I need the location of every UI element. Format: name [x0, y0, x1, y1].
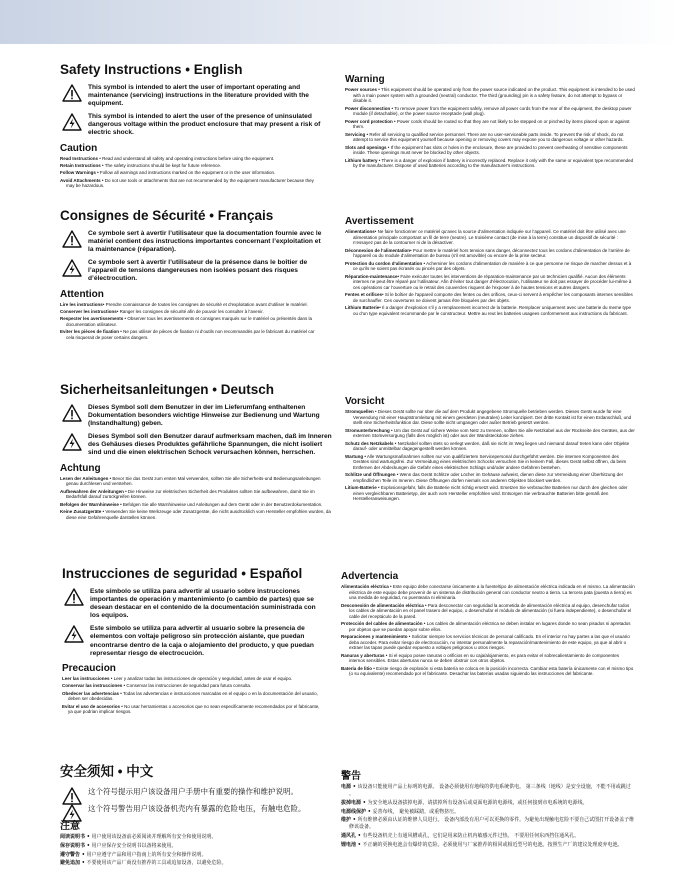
list-item: Conservar las instrucciones • Conservar las instrucciones de seguridad para futura consulta.: [62, 683, 252, 689]
lightning-triangle-icon: [62, 804, 82, 822]
list-item: Déconnexion de l’alimentation• Pour mettre le matériel hors tension sans danger, déconnectez tous les cordons d’alimentation de l’arrière de l’appareil ou du module d’alimentation de bureau (s’il est amovible) ou encore de la prise secteur.: [345, 247, 630, 259]
list-item: Alimentations• Ne faire fonctionner ce matériel qu’avec la source d’alimentation indiquée sur l’appareil. Ce matériel doit être utilisé avec une alimentation principale comportant un fil de terre (neutre). Le troisième contact (de mise à la terre) constitue un dispositif de sécurité : n’essayez pas de la contourner ni de la désactiver.: [345, 229, 626, 246]
list-item: 通风孔 • 有些设备机壳上有通风槽或孔，它们是用来防止机内敏感元件过热。 不要用任何东西挡住通风孔。: [341, 833, 580, 840]
list-item: Power sources • This equipment should be operated only from the power source indicated on the product. This equipment is intended to be used with a main power system with a grounded (neutral) conductor. The third (grounding) pin is a safety feature, do not attempt to bypass or disable it.: [345, 87, 635, 104]
french-symbol-1: [60, 230, 322, 254]
list-item: Retain Instructions • The safety instructions should be kept for future reference.: [60, 162, 222, 168]
list-item: 电源线保护 • 妥善布线， 避免被踩踏，或重物挤压。: [341, 808, 460, 815]
chinese-warning-title: 警告: [341, 771, 361, 782]
spanish-title: Instrucciones de seguridad • Español: [62, 566, 303, 581]
list-item: Befolgen der Warnhinweise • Befolgen Sie alle Warnhinweise und Anleitungen auf dem Gerät oder in der Benutzerdokumentation.: [60, 501, 323, 507]
spanish-safety-section: [62, 566, 324, 717]
english-safety-section: [60, 62, 322, 191]
english-title: Safety Instructions • English: [60, 62, 243, 77]
spanish-warning-section: [341, 571, 635, 679]
list-item: Obedecer las advertencias • Todas las advertencias e instrucciones marcadas en el equipo o en la documentación del usuario, deben ser obedecidas.: [62, 690, 318, 702]
english-symbol-1: [60, 84, 322, 108]
chinese-safety-section: [60, 760, 328, 869]
list-item: Ranuras y aberturas • Si el equipo posee ranuras o orificios en su caja/alojamiento, es para evitar el sobrecalientamiento de componentes internos sensibles. Estas aberturas nunca se deben obstruir con otros objetos.: [341, 652, 619, 664]
list-item: Stromunterbrechung • Um das Gerät auf sichere Weise vom Netz zu trennen, sollten Sie alle Netzkabel aus der Rückseite des Gerätes, aus der externen Stomversorgung (falls dies möglich ist) oder aus der Wandsteckdose ziehen.: [345, 427, 635, 439]
german-title: Sicherheitsanleitungen • Deutsch: [60, 382, 275, 397]
list-item: Leer las instrucciones • Leer y analizar todas las instrucciones de operación y seguridad, antes de usar el equipo.: [62, 675, 293, 681]
list-item: Avoid Attachments • Do not use tools or attachments that are not recommended by the equipment manufacturer because they may be hazardous.: [60, 177, 314, 189]
german-symbol-2-text: Dieses Symbol soll den Benutzer darauf aufmerksam machen, daß im Inneren des Gehäuses dieses Produktes gefährliche Spannungen, die nicht isoliert sind und die einen elektrischen Schock verursachen können, herrschen.: [88, 433, 332, 457]
list-item: Litium-Batterie • Explosionsgefahr, falls die Batterie nicht richtig ersetzt wird. Ersetzen Sie verbrauchte Batterien nur durch den gleichen oder einen vergleichbaren Batterietyp, der auch vom Hersteller empfohlen wird. Entsorgen Sie verbrauchte Batterien bitte gemäß den Herstelleranweisungen.: [345, 485, 628, 502]
exclamation-triangle-icon: [62, 230, 82, 248]
list-item: 避免追加 • 不要使用该产品厂商没有推荐的工具或追加设备，以避免危险。: [60, 860, 227, 867]
lightning-triangle-icon: [62, 113, 82, 131]
spanish-caution-title: Precaucion: [62, 662, 116, 674]
list-item: Respecter les avertissements • Observer tous les avertissements et consignes marqués sur le matériel ou présentés dans la documentation utilisateur.: [60, 316, 312, 327]
chinese-symbol-2: [60, 804, 328, 813]
list-item: Eviter les pièces de fixation • Ne pas utiliser de pièces de fixation ni d’outils non recommandés par le fabricant du matériel car cela risquerait de poser certains dangers.: [60, 329, 315, 340]
list-item: Fentes et orifices• Si le boîtier de l’appareil comporte des fentes ou des orifices, ceux-ci servent à empêcher les composants internes sensibles de surchauffer. Ces ouvertures ne doivent jamais être bloquées par des objets.: [345, 292, 633, 303]
german-symbol-1: [60, 404, 332, 428]
german-symbol-1-text: Dieses Symbol soll dem Benutzer in der im Lieferumfang enthaltenen Dokumentation besonders wichtige Hinweise zur Bedienung und Wartung (Instandhaltung) geben.: [88, 404, 320, 428]
lightning-triangle-icon: [62, 259, 82, 277]
spanish-symbol-1-text: Este símbolo se utiliza para advertir al usuario sobre instrucciones importantes de operación y mantenimiento (o cambio de partes) que se desean destacar en el contenido de la documentación suministrada con los equipos.: [90, 588, 316, 620]
list-item: Lesen der Anleitungen • Bevor Sie das Gerät zum ersten Mal verwenden, sollten Sie alle Sicherheits-und Bedienungsanleitungen genau durchlesen und verstehen.: [60, 475, 321, 487]
list-item: Stromquellen • Dieses Gerät sollte nur über die auf dem Produkt angegebene Stromquelle betrieben werden. Dieses Gerät wurde für eine Verwendung mit einer Hauptstromleitung mit einem geerdeten (neutralen) Leiter konzipiert. Der dritte Kontakt ist für einen Erdanschluß, und stellt eine Sicherheitsfunktion dar. Diese sollte nicht umgangen oder außer Betrieb gesetzt werden.: [345, 409, 632, 426]
list-item: Keine Zusatzgeräte • Verwenden Sie keine Werkzeuge oder Zusatzgeräte, die nicht ausdrücklich vom Hersteller empfohlen wurden, da diese eine Gefahrenquelle darstellen können.: [60, 508, 331, 520]
french-warning-title: Avertissement: [345, 216, 414, 227]
chinese-caution-title: 注意: [60, 821, 80, 832]
spanish-symbol-1: [62, 588, 324, 620]
lightning-triangle-icon: [62, 433, 82, 451]
english-symbol-2: [60, 113, 322, 137]
list-item: Reparaciones y mantenimiento • Solicitar siempre los servicios técnicos de personal calificado. En el interior no hay partes a las que el usuario deba acceder. Para evitar riesgo de electrocución, no intentar personalmente la reparación/mantenimiento de este equipo, ya que al abrir o extraer las tapas puede quedar expuesto a voltajes peligrosos u otros riesgos.: [341, 634, 630, 651]
french-symbol-1-text: Ce symbole sert à avertir l’utilisateur que la documentation fournie avec le matériel contient des instructions importantes concernant l’exploitation et la maintenance (réparation).: [88, 230, 322, 254]
header-gradient-bar: [0, 0, 680, 44]
list-item: 遵守警告 • 用户应遵守产品和用户指南上的所有安全和操作说明。: [60, 851, 207, 858]
german-warning-title: Vorsicht: [345, 396, 385, 407]
chinese-symbol-1-text: 这个符号提示用户该设备用户手册中有重要的操作和维护说明。: [88, 787, 298, 796]
list-item: Power disconnection • To remove power from the equipment safely, remove all power cords from the rear of the equipment, the desktop power module (if detachable), or the power source receptacle (wall plug).: [345, 105, 632, 117]
french-symbol-2-text: Ce symbole sert à avertir l’utilisateur de la présence dans le boîtier de l’appareil de tensions dangereuses non isolées posant des risques d’électrocution.: [88, 259, 308, 283]
spanish-symbol-2-text: Este símbolo se utiliza para advertir al usuario sobre la presencia de elementos con voltaje peligroso sin protección aislante, que puedan encontrarse dentro de la caja o alojamiento del producto, y que puedan representar riesgo de electrocución.: [90, 625, 314, 657]
list-item: 阅读说明书 • 用户使用该设备前必须阅读并理解所有安全和使用说明。: [60, 834, 217, 840]
english-warning-section: [345, 74, 635, 171]
english-symbol-2-text: This symbol is intended to alert the user of the presence of uninsulated dangerous voltage within the product enclosure that may present a risk of electric shock.: [88, 113, 321, 137]
list-item: Conserver les instructions• Ranger les consignes de sécurité afin de pouvoir les consulter à l’avenir.: [60, 308, 264, 314]
french-caution-title: Attention: [60, 288, 104, 300]
chinese-warning-section: [341, 767, 635, 851]
list-item: 维护 • 所有维修必须由认证的维修人员进行。 设备内部没有用户可以更换的零件。为避免出现触电危险不要自己试图打开设备盖子维修该设备。: [341, 817, 635, 831]
german-safety-section: [60, 382, 332, 522]
german-warning-section: [345, 396, 635, 504]
exclamation-triangle-icon: [64, 588, 84, 606]
list-item: Schlitze und Öffnungen • Wenn das Gerät Schlitze oder Löcher im Gehäuse aufweist, dienen diese zur Vermeidung einer Überhitzung der empfindlichen Teile im Inneren. Diese Öffnungen dürfen niemals von anderen Objekten blockiert werden.: [345, 472, 624, 483]
french-safety-section: [60, 208, 322, 342]
list-item: 锂电池 • 不正确的更换电池会有爆炸的危险。必须使用与厂家推荐的相同或相近型号的电池。按照生产厂的建议处理废弃电池。: [341, 841, 623, 848]
list-item: Slots and openings • If the equipment has slots or holes in the enclosure, these are provided to prevent overheating of sensitive components inside. These openings must never be blocked by other objects.: [345, 144, 628, 156]
french-warning-section: [345, 216, 635, 318]
english-symbol-1-text: This symbol is intended to alert the user of important operating and maintenance (servicing) instructions in the literature provided with the equipment.: [88, 84, 309, 108]
french-symbol-2: [60, 259, 322, 283]
english-warning-title: Warning: [345, 74, 385, 85]
spanish-symbol-2: [62, 625, 324, 657]
french-title: Consignes de Sécurité • Français: [60, 208, 274, 223]
exclamation-triangle-icon: [62, 404, 82, 422]
list-item: Follow Warnings • Follow all warnings and instructions marked on the equipment or in the user information.: [60, 170, 276, 176]
list-item: Lithium Batterie• Il a danger d’explosion s’il y a remplacement incorrect de la batterie. Remplacer uniquement avec une batterie du meme type ou d’un type equivalent recommande par le constructeur. Mettre au reut les batteries usagees conformement aux instructions du fabricant.: [345, 305, 631, 316]
list-item: Servicing • Refer all servicing to qualified service personnel. There are no user-serviceable parts inside. To prevent the risk of shock, do not attempt to service this equipment yourself because opening or removing covers may expose you to dangerous voltage or other hazards.: [345, 131, 624, 143]
exclamation-triangle-icon: [62, 84, 82, 102]
list-item: Alimentación eléctrica • Este equipo debe conectarse únicamente a la fuente/tipo de alimentación eléctrica indicada en el mismo. La alimentación eléctrica de este equipo debe provenir de un sistema de distribución general con conductor neutro a tierra. La tercera pata (puesta a tierra) es una medida de seguridad, no puentearia ni eliminaria.: [341, 584, 635, 601]
german-caution-title: Achtung: [60, 462, 101, 474]
list-item: Réparation-maintenance• Faire exécuter toutes les interventions de réparation-maintenance par un technicien qualifié. Aucun des éléments internes ne peut être réparé par l’utilisateur. Afin d’éviter tout danger d’électrocution, l’utilisateur ne doit pas essayer de procéder lui-même à ces opérations car l’ouverture ou le retrait des couvercles risquent de l’exposer à de hautes tensions et autres dangers.: [345, 273, 632, 290]
list-item: Power cord protection • Power cords should be routed so that they are not likely to be stepped on or pinched by items placed upon or against them.: [345, 118, 630, 130]
lightning-triangle-icon: [64, 625, 84, 643]
chinese-title: 安全须知 • 中文: [60, 764, 154, 779]
list-item: Protección del cables de alimentación • Los cables de alimentación eléctrica se deben instalar en lugares donde no sean pisados ni apretados por objetos que se puedan apoyar sobre ellos.: [341, 621, 631, 632]
list-item: 拔掉电源 • 为安全地从设备拔掉电源，请拔掉所有设备后或桌面电源的电源线，或任何接到市电系统的电源线。: [341, 799, 588, 806]
list-item: Lithium battery • There is a danger of explosion if battery is incorrectly replaced. Replace it only with the same or equivalent type recommended by the manufacturer. Dispose of used batteries according to the manufacturer's instructions.: [345, 157, 634, 169]
list-item: Protection du cordon d’alimentation • Acheminer les cordons d’alimentation de manière à ce que personne ne risque de marcher dessus et à ce qu’ils ne soient pas écrasés ou pincés par des objets.: [345, 260, 632, 272]
spanish-warning-title: Advertencia: [341, 571, 399, 582]
list-item: Read Instructions • Read and understand all safety and operating instructions before using the equipment.: [60, 155, 275, 161]
list-item: Evitar el uso de accesorios • No usar herramientas o accesorios que no sean especificamente recomendados por el fabricante, ya que podrian implicar riesgos.: [62, 703, 320, 715]
exclamation-triangle-icon: [62, 787, 82, 805]
list-item: 保存说明书 • 用户应保存安全说明书以备将来使用。: [60, 842, 177, 849]
german-symbol-2: [60, 433, 332, 457]
list-item: Lire les instructions• Prendre connaissance de toutes les consignes de sécurité et d’exploitation avant d’utiliser le matériel.: [60, 301, 308, 307]
list-item: 电源 • 该设备只能使用产品上标明的电源。 设备必须使用有地线的供电系统供电。 第三条线（地线）是安全设施，不能不用或跳过 。: [341, 784, 631, 797]
list-item: Wartung • Alle Wartungsmaßnahmen sollten nur von qualifiziertem Servicepersonal durchgeführt werden. Die internen Komponenten des Gerätes sind wartungsfrei. Zur Vermeidung eines elektrischen Schocks versuchen Sie in keinem Fall, dieses Gerät selbst öffnen, da beim Entfernen der Abdeckungen die Gefahr eines elektrischen Schlags und/oder andere Gefahren bestehen.: [345, 453, 627, 470]
chinese-symbol-1: [60, 787, 328, 796]
english-caution-title: Caution: [60, 142, 98, 154]
list-item: Desconexión de alimentación eléctrica • Para desconectar con seguridad la acometida de alimentación eléctrica al equipo, desenchufar todos los cables de alimentación en el panel trasero del equipo, o desenchufar el módulo de alimentación (si fuera independiente), o desenchufar el cable del receptáculo de la pared.: [341, 602, 632, 619]
list-item: Schutz des Netzkabels • Netzkabel sollten stets so verlegt werden, daß sie nicht im Weg liegen und niemand darauf treten kann oder Objekte darauf- oder unmittelbar dagegengestellt werden können.: [345, 440, 630, 452]
list-item: Batería de litio • Existe riesgo de explosión si esta batería se coloca en la posición incorrecta. Cambiar esta batería únicamente con el mismo tipo (o su equivalente) recomendado por el fabricante. Desachar las baterías usadas siguiendo las instrucciones del fabricante.: [341, 665, 634, 677]
list-item: Aufbewahren der Anleitungen • Die Hinweise zur elektrischen Sicherheit des Produktes sollten Sie aufbewahren, damit Sie im Bedarfsfall darauf zurückgreifen können.: [60, 488, 315, 500]
chinese-symbol-2-text: 这个符号警告用户该设备机壳内有暴露的危险电压，有触电危险。: [88, 804, 306, 813]
